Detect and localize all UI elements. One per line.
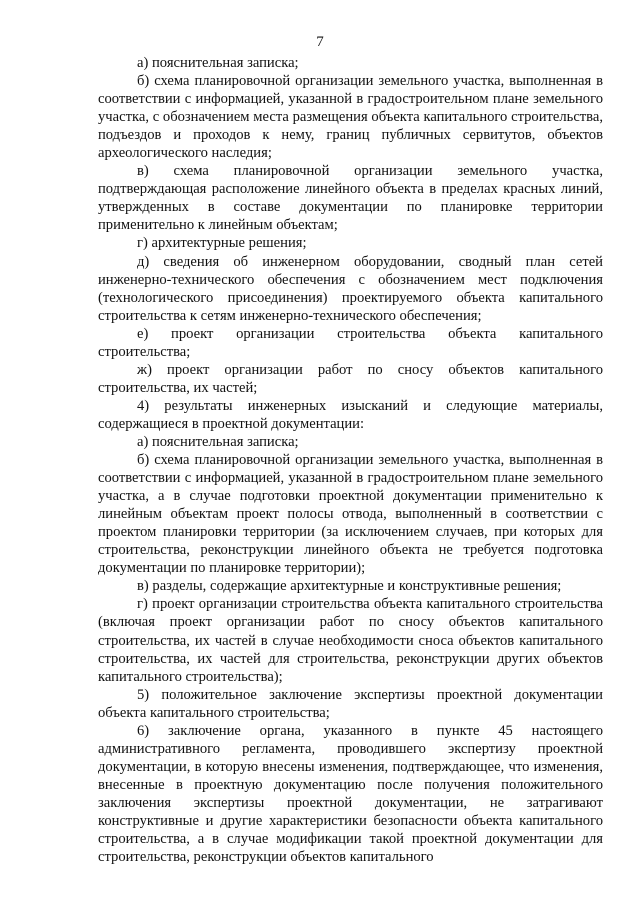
paragraph-d-engineering-equipment: д) сведения об инженерном оборудовании, сводный план сетей инженерно-технического обеспечения с обозначением мест подключения (технологического присоединения) проектируемого объекта капитального строительства к сетям инженерно-технического обеспечения; [98, 253, 603, 324]
paragraph-6-authority-conclusion: 6) заключение органа, указанного в пункте 45 настоящего административного регламента, проводившего экспертизу проектной документации, в которую внесены изменения, подтверждающее, что изменения, внесенные в проектную документацию после получения положительного заключения экспертизы проектной документации, не затрагивают конструктивные и другие характеристики безопасности объекта капитального строительства, а в случае модификации такой проектной документации для строительства, реконструкции объектов капитального [98, 722, 603, 866]
document-body [98, 54, 603, 866]
paragraph-b-site-plan-scheme: б) схема планировочной организации земельного участка, выполненная в соответствии с информацией, указанной в градостроительном плане земельного участка, с обозначением места размещения объекта капитального строительства, подъездов и проходов к нему, границ публичных сервитутов, объектов археологического наследия; [98, 73, 603, 162]
paragraph-4g-construction-organization: г) проект организации строительства объекта капитального строительства (включая проект организации работ по сносу объектов капитального строительства, их частей в случае необходимости сноса объектов капитального строительства, их частей для строительства, реконструкции других объектов капитального строительства); [98, 596, 603, 685]
page-number: 7 [316, 34, 324, 50]
paragraph-4v-sections: в) разделы, содержащие архитектурные и конструктивные решения; [137, 578, 562, 595]
paragraph-g-architectural-solutions: г) архитектурные решения; [137, 235, 307, 252]
paragraph-zh-demolition-project: ж) проект организации работ по сносу объектов капитального строительства, их частей; [98, 361, 603, 396]
paragraph-4a-explanatory-note: а) пояснительная записка; [137, 433, 299, 450]
paragraph-4b-site-plan-scheme: б) схема планировочной организации земельного участка, выполненная в соответствии с информацией, указанной в градостроительном плане земельного участка, а в случае подготовки проектной документации применительно к линейным объектам проект полосы отвода, выполненный в соответствии с проектом планировки территории (за исключением случаев, при которых для строительства, реконструкции линейного объекта не требуется подготовка документации по планировке территории); [98, 452, 603, 577]
paragraph-a-explanatory-note: а) пояснительная записка; [137, 55, 299, 71]
paragraph-4-engineering-surveys: 4) результаты инженерных изысканий и следующие материалы, содержащиеся в проектной документации: [98, 397, 603, 432]
paragraph-v-linear-object-scheme: в) схема планировочной организации земельного участка, подтверждающая расположение линейного объекта в пределах красных линий, утвержденных в составе документации по планировке территории применительно к линейным объектам; [98, 163, 603, 234]
paragraph-e-construction-organization: е) проект организации строительства объекта капитального строительства; [98, 325, 603, 360]
paragraph-5-positive-conclusion: 5) положительное заключение экспертизы проектной документации объекта капитального строительства; [98, 686, 603, 721]
